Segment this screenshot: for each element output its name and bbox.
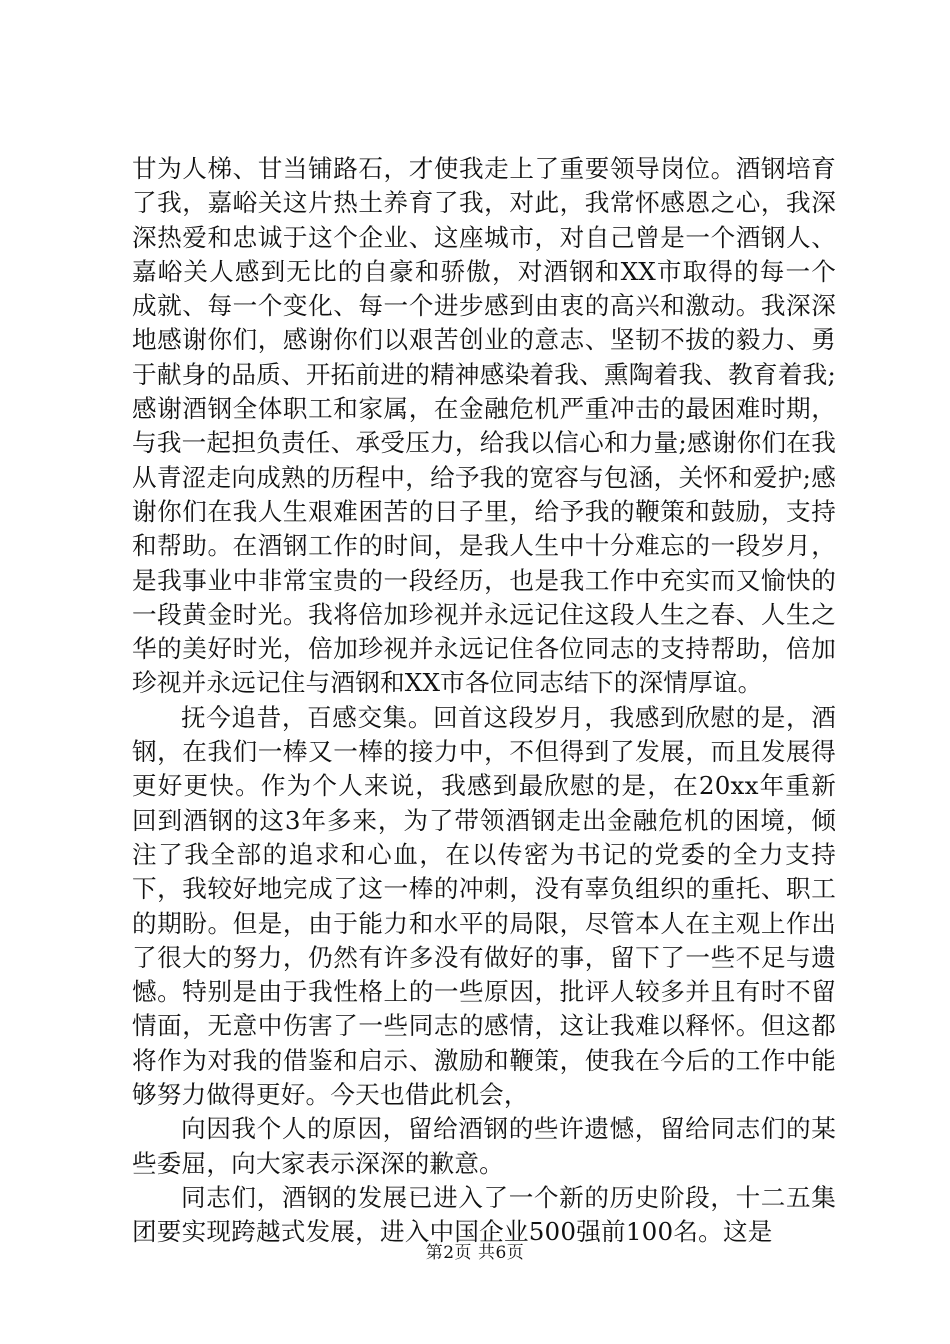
document-body <box>132 152 836 1250</box>
paragraph-reflection: 抚今追昔，百感交集。回首这段岁月，我感到欣慰的是，酒钢，在我们一棒又一棒的接力中，不但得到了发展，而且发展得更好更快。作为个人来说，我感到最欣慰的是，在20xx年重新回到酒钢的这3年多来，为了带领酒钢走出金融危机的困境，倾注了我全部的追求和心血，在以传密为书记的党委的全力支持下，我较好地完成了这一棒的冲刺，没有辜负组织的重托、职工的期盼。但是，由于能力和水平的局限，尽管本人在主观上作出了很大的努力，仍然有许多没有做好的事，留下了一些不足与遗憾。特别是由于我性格上的一些原因，批评人较多并且有时不留情面，无意中伤害了一些同志的感情，这让我难以释怀。但这都将作为对我的借鉴和启示、激励和鞭策，使我在今后的工作中能够努力做得更好。今天也借此机会， <box>132 702 836 1110</box>
paragraph-outlook: 同志们，酒钢的发展已进入了一个新的历史阶段，十二五集团要实现跨越式发展，进入中国企业500强前100名。这是 <box>132 1182 836 1247</box>
paragraph-gratitude: 甘为人梯、甘当铺路石，才使我走上了重要领导岗位。酒钢培育了我，嘉峪关这片热土养育了我，对此，我常怀感恩之心，我深深热爱和忠诚于这个企业、这座城市，对自己曾是一个酒钢人、嘉峪关人感到无比的自豪和骄傲，对酒钢和XX市取得的每一个成就、每一个变化、每一个进步感到由衷的高兴和激动。我深深地感谢你们，感谢你们以艰苦创业的意志、坚韧不拔的毅力、勇于献身的品质、开拓前进的精神感染着我、熏陶着我、教育着我;感谢酒钢全体职工和家属，在金融危机严重冲击的最困难时期，与我一起担负责任、承受压力，给我以信心和力量;感谢你们在我从青涩走向成熟的历程中，给予我的宽容与包涵，关怀和爱护;感谢你们在我人生艰难困苦的日子里，给予我的鞭策和鼓励，支持和帮助。在酒钢工作的时间，是我人生中十分难忘的一段岁月，是我事业中非常宝贵的一段经历，也是我工作中充实而又愉快的一段黄金时光。我将倍加珍视并永远记住这段人生之春、人生之华的美好时光，倍加珍视并永远记住各位同志的支持帮助，倍加珍视并永远记住与酒钢和XX市各位同志结下的深情厚谊。 <box>132 154 836 698</box>
page-number-footer: 第2页 共6页 <box>425 1243 525 1263</box>
paragraph-apology: 向因我个人的原因，留给酒钢的些许遗憾，留给同志们的某些委屈，向大家表示深深的歉意。 <box>132 1114 836 1178</box>
